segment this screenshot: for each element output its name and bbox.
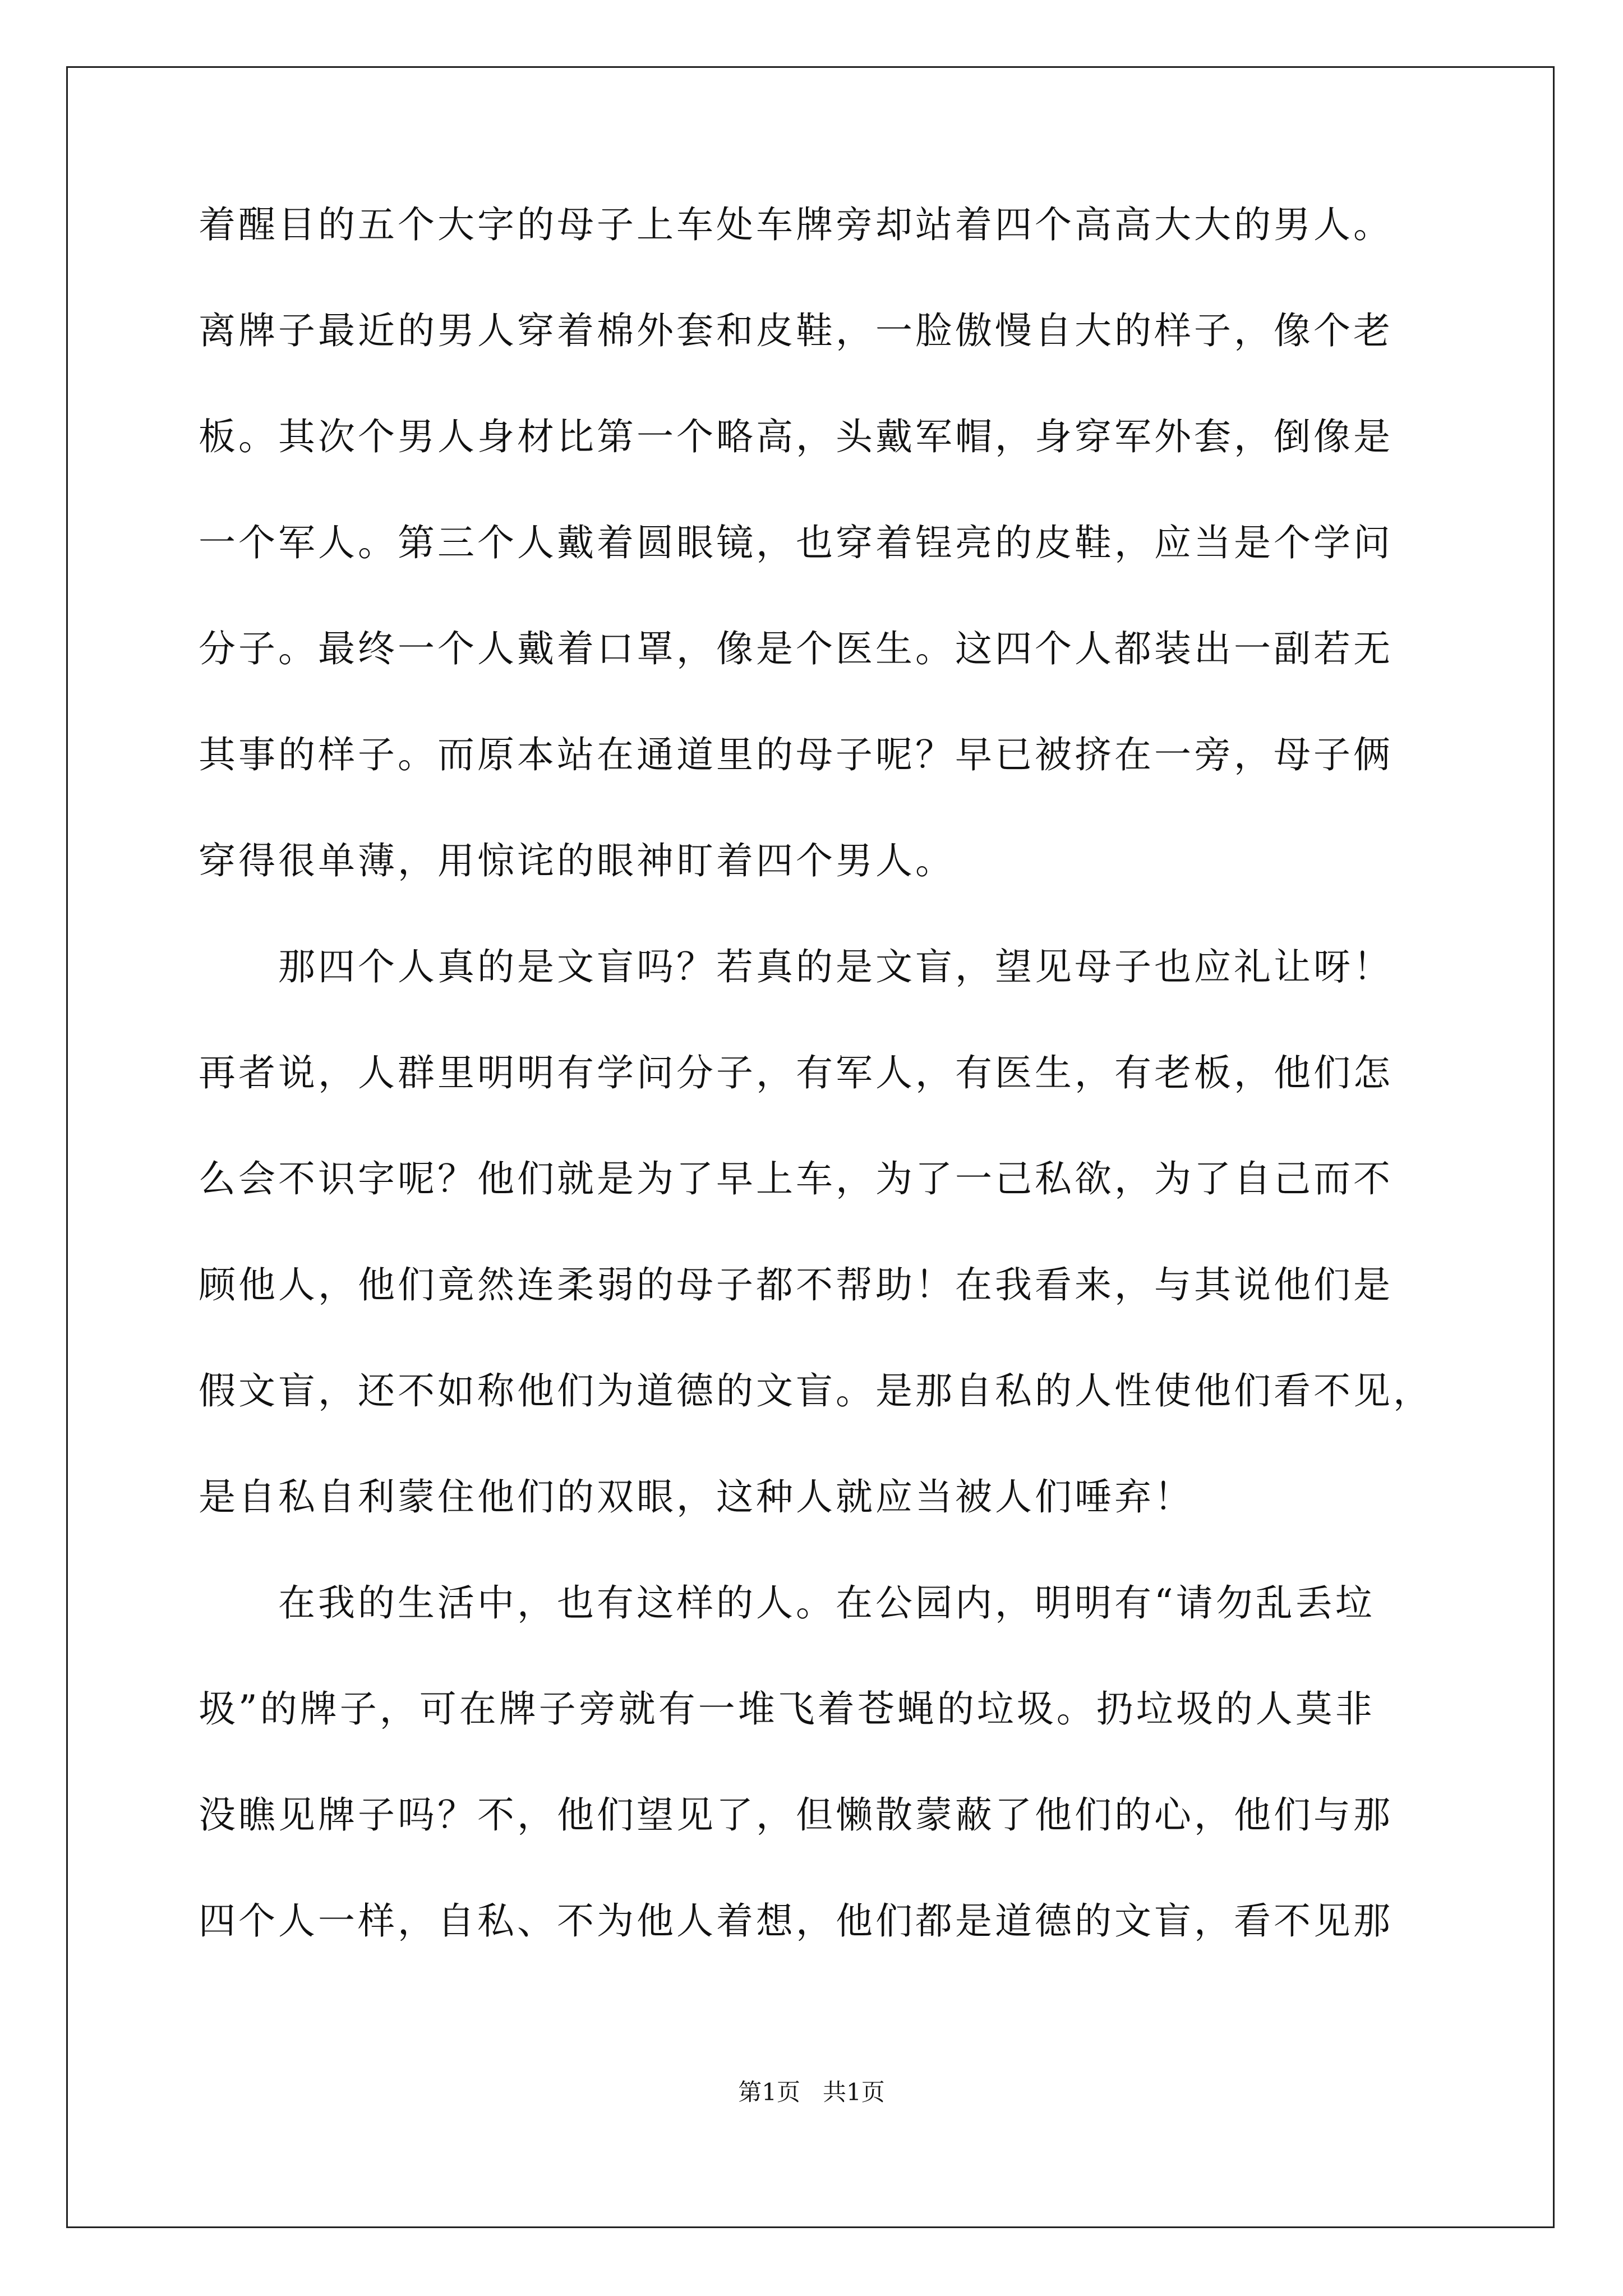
- text-line: 分子。最终一个人戴着口罩，像是个医生。这四个人都装出一副若无: [199, 627, 1393, 670]
- text-line: 在我的生活中，也有这样的人。在公园内，明明有“请勿乱丢垃: [199, 1581, 1375, 1625]
- text-line: 圾”的牌子，可在牌子旁就有一堆飞着苍蝇的垃圾。扔垃圾的人莫非: [199, 1687, 1375, 1731]
- text-line: 着醒目的五个大字的母子上车处车牌旁却站着四个高高大大的男人。: [199, 203, 1393, 246]
- text-line: 四个人一样，自私、不为他人着想，他们都是道德的文盲，看不见那: [199, 1899, 1393, 1943]
- text-line: 一个军人。第三个人戴着圆眼镜，也穿着锃亮的皮鞋，应当是个学问: [199, 521, 1393, 564]
- text-line: 离牌子最近的男人穿着棉外套和皮鞋，一脸傲慢自大的样子，像个老: [199, 309, 1393, 352]
- text-line: 板。其次个男人身材比第一个略高，头戴军帽，身穿军外套，倒像是: [199, 415, 1393, 458]
- text-line: 没瞧见牌子吗？不，他们望见了，但懒散蒙蔽了他们的心，他们与那: [199, 1793, 1393, 1837]
- text-line: 再者说，人群里明明有学问分子，有军人，有医生，有老板，他们怎: [199, 1051, 1393, 1094]
- text-line: 顾他人，他们竟然连柔弱的母子都不帮助！在我看来，与其说他们是: [199, 1263, 1393, 1306]
- text-line: 那四个人真的是文盲吗？若真的是文盲，望见母子也应礼让呀！: [199, 945, 1393, 988]
- text-line: 么会不识字呢？他们就是为了早上车，为了一己私欲，为了自己而不: [199, 1157, 1393, 1200]
- document-body: [199, 203, 1455, 2009]
- text-line: 穿得很单薄，用惊诧的眼神盯着四个男人。: [199, 839, 955, 882]
- text-line: 假文盲，还不如称他们为道德的文盲。是那自私的人性使他们看不见，: [199, 1369, 1433, 1412]
- text-line: 是自私自利蒙住他们的双眼，这种人就应当被人们唾弃！: [199, 1475, 1194, 1519]
- page-number-footer: 第1页 共1页: [738, 2078, 885, 2106]
- text-line: 其事的样子。而原本站在通道里的母子呢？早已被挤在一旁，母子俩: [199, 733, 1393, 776]
